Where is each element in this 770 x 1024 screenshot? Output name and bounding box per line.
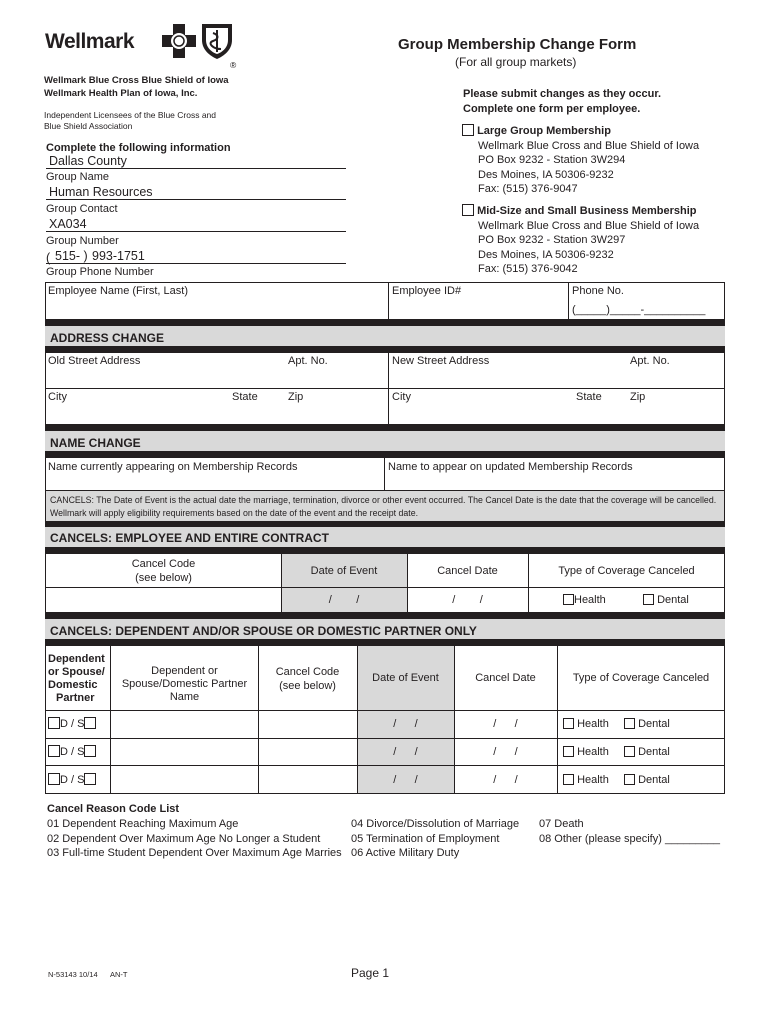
dental-checkbox[interactable] bbox=[624, 774, 635, 785]
large-group-checkbox[interactable] bbox=[462, 124, 474, 136]
small-address-2: PO Box 9232 - Station 3W297 bbox=[478, 234, 626, 246]
health-label: Health bbox=[577, 746, 609, 758]
large-fax: Fax: (515) 376-9047 bbox=[478, 183, 578, 195]
employee-phone-template: (_____)_____-__________ bbox=[572, 304, 706, 316]
cancel-date-field[interactable]: / / bbox=[452, 594, 483, 606]
name-change-heading: NAME CHANGE bbox=[50, 436, 141, 450]
wellmark-wordmark: Wellmark bbox=[45, 30, 134, 53]
cancel-employee-heading: CANCELS: EMPLOYEE AND ENTIRE CONTRACT bbox=[50, 531, 329, 545]
instruction-2: Complete one form per employee. bbox=[463, 103, 641, 115]
divider bbox=[528, 553, 529, 613]
d-checkbox[interactable] bbox=[48, 717, 60, 729]
dep-health-option bbox=[563, 718, 609, 730]
d-checkbox[interactable] bbox=[48, 773, 60, 785]
divider bbox=[45, 587, 725, 588]
health-checkbox[interactable] bbox=[563, 774, 574, 785]
reason-codes-col-3 bbox=[539, 817, 720, 846]
cancel-code-label: Cancel Code bbox=[131, 558, 196, 570]
old-zip-label[interactable]: Zip bbox=[288, 391, 304, 403]
ds-label: D / S bbox=[60, 746, 85, 758]
reason-code: 05 Termination of Employment bbox=[351, 832, 500, 845]
dep-date-of-event-field[interactable]: / / bbox=[393, 718, 418, 730]
current-name-label[interactable]: Name currently appearing on Membership Records bbox=[48, 461, 298, 473]
new-zip-label[interactable]: Zip bbox=[630, 391, 646, 403]
health-label: Health bbox=[577, 774, 609, 786]
large-address-3: Des Moines, IA 50306-9232 bbox=[478, 168, 614, 181]
health-label: Health bbox=[577, 718, 609, 730]
s-checkbox[interactable] bbox=[84, 745, 96, 757]
dental-option bbox=[643, 594, 689, 606]
header-line: Partner bbox=[56, 692, 95, 704]
dental-label: Dental bbox=[657, 594, 689, 606]
dep-health-option bbox=[563, 774, 609, 786]
group-number-value[interactable]: XA034 bbox=[49, 217, 87, 231]
phone-number-value[interactable]: 993-1751 bbox=[92, 249, 145, 263]
ds-selector bbox=[48, 745, 96, 758]
group-name-line bbox=[46, 168, 346, 169]
reason-code: 04 Divorce/Dissolution of Marriage bbox=[351, 818, 520, 830]
divider bbox=[388, 282, 389, 320]
divider bbox=[568, 282, 569, 320]
new-street-label[interactable]: New Street Address bbox=[392, 355, 490, 367]
group-info-heading: Complete the following information bbox=[46, 142, 231, 154]
header-line: Name bbox=[169, 691, 200, 703]
health-checkbox[interactable] bbox=[563, 594, 574, 605]
large-group-option bbox=[462, 124, 699, 197]
instruction-1: Please submit changes as they occur. bbox=[463, 88, 662, 100]
header-line: Domestic bbox=[48, 679, 98, 691]
date-of-event-field[interactable]: / / bbox=[328, 594, 360, 606]
reason-code: 03 Full-time Student Dependent Over Maximum Age Marries bbox=[47, 847, 342, 859]
group-number-label: Group Number bbox=[46, 235, 119, 247]
updated-name-label[interactable]: Name to appear on updated Membership Records bbox=[388, 461, 633, 473]
divider bbox=[384, 457, 385, 491]
new-city-label[interactable]: City bbox=[392, 391, 411, 403]
old-city-label[interactable]: City bbox=[48, 391, 67, 403]
ds-label: D / S bbox=[60, 718, 85, 730]
dep-dental-option bbox=[624, 746, 670, 758]
header-line: or Spouse/ bbox=[48, 666, 105, 678]
reason-code: 08 Other (please specify) _________ bbox=[539, 832, 721, 845]
dep-cancel-date-field[interactable]: / / bbox=[493, 746, 518, 758]
coverage-type-header: Type of Coverage Canceled bbox=[558, 565, 695, 577]
form-subtitle: (For all group markets) bbox=[455, 55, 577, 69]
divider bbox=[388, 352, 389, 425]
phone-label: Group Phone Number bbox=[46, 266, 154, 278]
header-line: Cancel Code bbox=[275, 666, 340, 678]
health-label: Health bbox=[574, 594, 606, 606]
new-apt-label[interactable]: Apt. No. bbox=[630, 355, 670, 367]
org-line-1: Wellmark Blue Cross Blue Shield of Iowa bbox=[44, 75, 229, 86]
cancel-code-header bbox=[46, 557, 281, 585]
header-line: Dependent or bbox=[151, 665, 218, 677]
dep-cancel-date-field[interactable]: / / bbox=[493, 718, 518, 730]
dep-health-option bbox=[563, 746, 609, 758]
small-group-option bbox=[462, 204, 699, 277]
dep-date-of-event-field[interactable]: / / bbox=[393, 774, 418, 786]
ds-label: D / S bbox=[60, 774, 85, 786]
registered-mark: ® bbox=[230, 60, 237, 70]
new-state-label[interactable]: State bbox=[576, 391, 602, 403]
large-address-2: PO Box 9232 - Station 3W294 bbox=[478, 154, 626, 166]
header-line: (see below) bbox=[279, 680, 336, 692]
small-address-3: Des Moines, IA 50306-9232 bbox=[478, 248, 614, 261]
group-number-line bbox=[46, 231, 346, 232]
header-line: Dependent bbox=[48, 653, 105, 665]
group-contact-value[interactable]: Human Resources bbox=[49, 185, 153, 199]
reason-codes-heading: Cancel Reason Code List bbox=[47, 803, 180, 815]
form-number: N-53143 10/14 bbox=[48, 970, 98, 979]
reason-codes-col-2 bbox=[351, 817, 519, 861]
cancels-note bbox=[45, 491, 725, 521]
cancels-note-text: CANCELS: The Date of Event is the actual date the marriage, termination, divorce or other event occurred. The Cancel Date is the date that the coverage will be cancelled. Wellmark will apply eligibility requirements based on the date of the event and the receipt date. bbox=[50, 495, 717, 518]
small-fax: Fax: (515) 376-9042 bbox=[478, 263, 578, 275]
address-change-heading: ADDRESS CHANGE bbox=[50, 331, 165, 345]
reason-code: 06 Active Military Duty bbox=[351, 847, 460, 859]
phone-open-paren: ( bbox=[46, 251, 51, 265]
health-checkbox[interactable] bbox=[563, 718, 574, 729]
dep-name-header bbox=[111, 665, 258, 704]
group-name-value[interactable]: Dallas County bbox=[49, 154, 127, 168]
dep-date-of-event-field[interactable]: / / bbox=[393, 746, 418, 758]
cancel-dependent-heading: CANCELS: DEPENDENT AND/OR SPOUSE OR DOMESTIC PARTNER ONLY bbox=[50, 624, 477, 638]
small-address-1: Wellmark Blue Cross and Blue Shield of Iowa bbox=[478, 219, 700, 232]
dep-date-of-event-header: Date of Event bbox=[372, 672, 439, 684]
dental-label: Dental bbox=[638, 746, 670, 758]
large-group-label: Large Group Membership bbox=[477, 125, 611, 137]
group-name-label: Group Name bbox=[46, 171, 109, 183]
date-of-event-header: Date of Event bbox=[310, 565, 378, 577]
group-contact-label: Group Contact bbox=[46, 203, 118, 215]
name-change-heading-bg bbox=[45, 431, 725, 451]
small-group-checkbox[interactable] bbox=[462, 204, 474, 216]
d-checkbox[interactable] bbox=[48, 745, 60, 757]
small-group-label: Mid-Size and Small Business Membership bbox=[477, 205, 697, 217]
licensee-line-1: Independent Licensees of the Blue Cross and bbox=[44, 110, 217, 120]
employee-id-label[interactable]: Employee ID# bbox=[392, 285, 462, 297]
ds-selector bbox=[48, 717, 96, 730]
dep-type-header bbox=[48, 653, 105, 705]
old-state-label[interactable]: State bbox=[232, 391, 258, 403]
dep-dental-option bbox=[624, 718, 670, 730]
old-street-label[interactable]: Old Street Address bbox=[48, 355, 141, 367]
ds-selector bbox=[48, 773, 96, 786]
header-line: Spouse/Domestic Partner bbox=[121, 678, 248, 690]
reason-code: 07 Death bbox=[539, 818, 584, 830]
reason-code: 01 Dependent Reaching Maximum Age bbox=[47, 818, 239, 830]
dep-cancel-date-header: Cancel Date bbox=[475, 672, 536, 684]
form-code: AN-T bbox=[110, 970, 128, 979]
divider bbox=[45, 388, 725, 389]
dep-dental-option bbox=[624, 774, 670, 786]
phone-area-value[interactable]: 515- ) bbox=[55, 249, 88, 263]
divider bbox=[45, 738, 725, 739]
health-option bbox=[563, 594, 606, 606]
group-contact-line bbox=[46, 199, 346, 200]
dep-cancel-date-field[interactable]: / / bbox=[493, 774, 518, 786]
blue-shield-icon bbox=[200, 22, 234, 60]
s-checkbox[interactable] bbox=[84, 773, 96, 785]
divider bbox=[557, 645, 558, 794]
reason-code: 02 Dependent Over Maximum Age No Longer a Student bbox=[47, 832, 321, 845]
org-line-2: Wellmark Health Plan of Iowa, Inc. bbox=[44, 88, 198, 99]
see-below-label: (see below) bbox=[135, 572, 192, 584]
dental-label: Dental bbox=[638, 718, 670, 730]
dep-cancel-code-header bbox=[258, 665, 357, 693]
divider bbox=[45, 710, 725, 711]
employee-name-label[interactable]: Employee Name (First, Last) bbox=[48, 285, 188, 297]
health-checkbox[interactable] bbox=[563, 746, 574, 757]
form-title: Group Membership Change Form bbox=[398, 36, 637, 53]
dental-checkbox[interactable] bbox=[624, 746, 635, 757]
phone-line bbox=[46, 263, 346, 264]
dental-checkbox[interactable] bbox=[643, 594, 654, 605]
large-address-1: Wellmark Blue Cross and Blue Shield of Iowa bbox=[478, 139, 700, 152]
blue-cross-icon bbox=[162, 24, 196, 58]
reason-codes-col-1 bbox=[47, 817, 342, 861]
page-number: Page 1 bbox=[351, 966, 390, 980]
dental-checkbox[interactable] bbox=[624, 718, 635, 729]
dental-label: Dental bbox=[638, 774, 670, 786]
divider bbox=[45, 765, 725, 766]
licensee-line-2: Blue Shield Association bbox=[44, 121, 133, 131]
old-apt-label[interactable]: Apt. No. bbox=[288, 355, 328, 367]
s-checkbox[interactable] bbox=[84, 717, 96, 729]
employee-phone-label[interactable]: Phone No. bbox=[572, 285, 624, 297]
dep-coverage-type-header: Type of Coverage Canceled bbox=[572, 672, 710, 684]
cancel-date-header: Cancel Date bbox=[437, 565, 498, 577]
